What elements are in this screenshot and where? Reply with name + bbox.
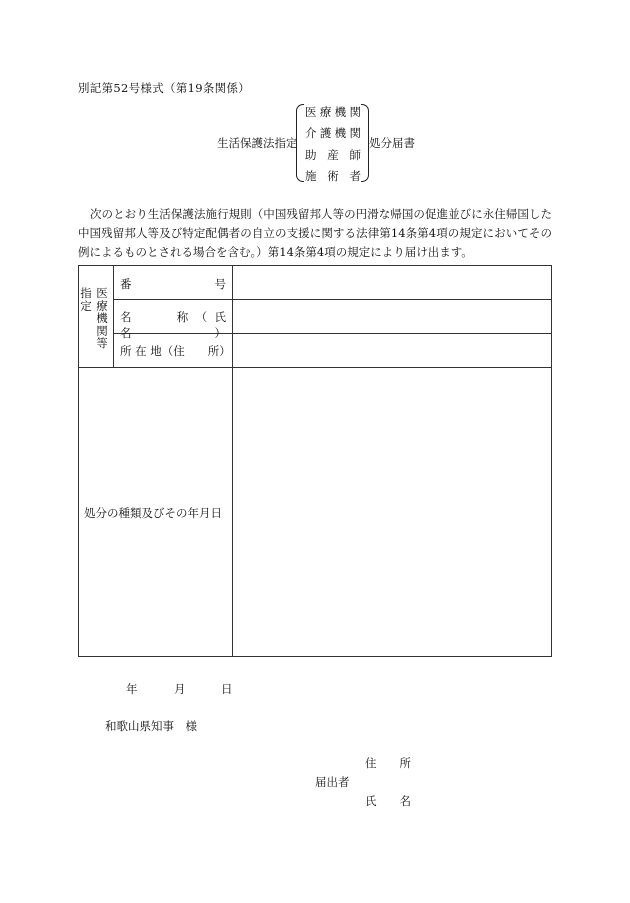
right-bracket: [361, 104, 369, 182]
intro-paragraph: 次のとおり生活保護法施行規則（中国残留邦人等の円滑な帰国の促進並びに永住帰国した中国残留邦人等及び特定配偶者の自立の支援に関する法律第14条第4項の規定においてその例によるものとされる場合を含む。）第14条第4項の規定により届け出ます。: [78, 207, 552, 259]
row-divider-3: [78, 367, 552, 368]
date-year: 年: [126, 682, 138, 696]
row-divider-1: [113, 299, 552, 300]
form-reference: 別記第52号様式（第19条関係）: [78, 81, 251, 95]
title-option-midwife: 助 産 師: [305, 148, 361, 162]
date-month: 月: [174, 682, 186, 696]
notifier-address-label: 住 所: [365, 756, 411, 770]
number-field[interactable]: [238, 276, 538, 292]
label-number: 番 号: [120, 277, 226, 291]
title-option-medical: 医療機関: [305, 105, 361, 119]
title-suffix: 処分届書: [369, 136, 415, 150]
label-address: 所 在 地（住 所）: [120, 344, 231, 358]
address-field[interactable]: [238, 343, 538, 359]
group-column-divider: [113, 265, 114, 367]
notifier-label: 届出者: [315, 775, 350, 789]
disposition-field[interactable]: [238, 375, 544, 650]
left-bracket: [296, 104, 304, 182]
addressee: 和歌山県知事 様: [105, 719, 197, 733]
title-option-practitioner: 施 術 者: [305, 169, 361, 183]
notifier-name-label: 氏 名: [365, 794, 411, 808]
group-label-shitei: 指定: [80, 286, 92, 313]
group-label-iryokikan: 医療機関等: [96, 286, 108, 350]
title-option-care: 介護機関: [305, 126, 361, 140]
date-day: 日: [221, 682, 233, 696]
name-field[interactable]: [238, 309, 538, 325]
label-name: 名 称（氏 名）: [120, 310, 249, 340]
title-prefix: 生活保護法指定: [217, 136, 298, 150]
label-disposition: 処分の種類及びその年月日: [84, 506, 222, 520]
